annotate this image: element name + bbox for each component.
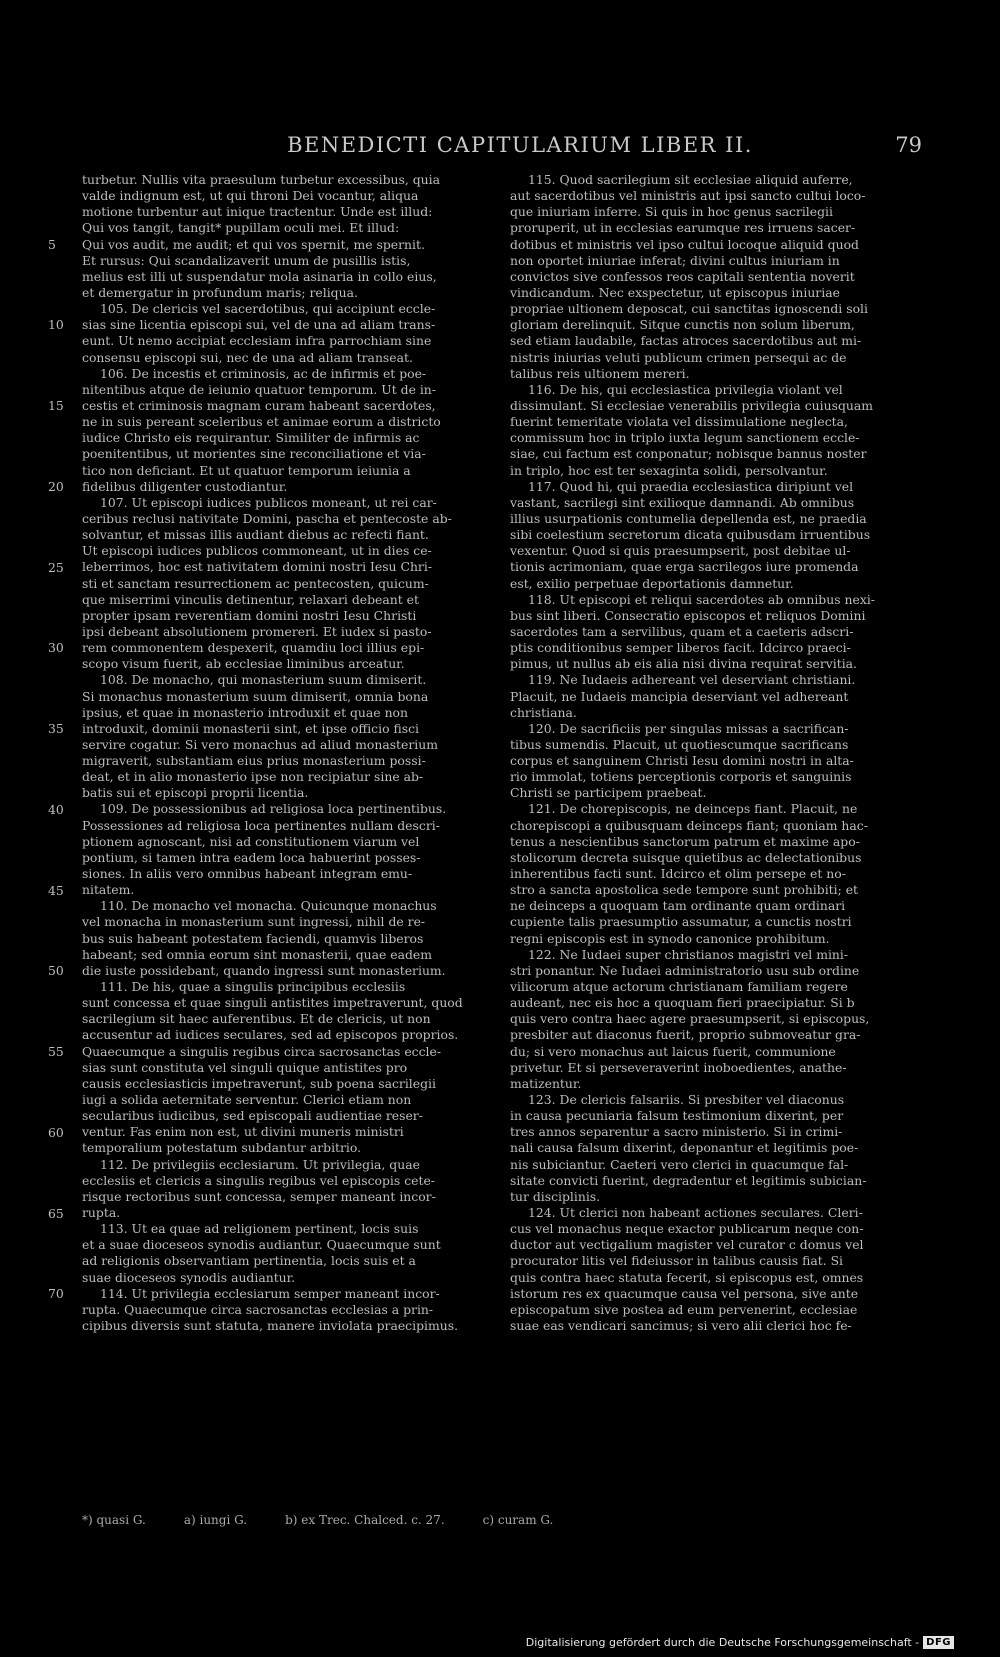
text-line: melius est illi ut suspendatur mola asinaria in collo eius, (82, 268, 437, 284)
text-line: illius usurpationis contumelia depellenda est, ne praedia (510, 510, 867, 526)
text-line: inherentibus facti sunt. Idcirco et olim persepe et no- (510, 866, 846, 882)
line-number: 60 (48, 1124, 64, 1140)
text-line: iudice Christo eis requirantur. Similiter de infirmis ac (82, 430, 420, 446)
text-line: tico non deficiant. Et ut quatuor temporum ieiunia a (82, 462, 411, 478)
text-line: accusentur ad iudices seculares, sed ad episcopos proprios. (82, 1027, 459, 1043)
text-line: Christi se participem praebeat. (510, 785, 707, 801)
text-line: nistris iniurias veluti publicum crimen persequi ac de (510, 349, 847, 365)
text-line: siae, cui factum est conponatur; nobisque bannus noster (510, 446, 867, 462)
text-line: stro a sancta apostolica sede tempore sunt prohibiti; et (510, 882, 859, 898)
text-line: 115. Quod sacrilegium sit ecclesiae aliquid auferre, (528, 172, 853, 187)
text-line: sias sine licentia episcopi sui, vel de una ad aliam trans- (82, 317, 436, 333)
page-header (80, 133, 922, 163)
line-number: 70 (48, 1286, 64, 1302)
text-line: propter ipsam reverentiam domini nostri Iesu Christi (82, 607, 417, 623)
text-line: Quaecumque a singulis regibus circa sacrosanctas eccle- (82, 1043, 442, 1059)
text-line: bus sint liberi. Consecratio episcopos et reliquos Domini (510, 607, 866, 623)
text-line: siones. In aliis vero omnibus habeant integram emu- (82, 866, 413, 882)
text-line: habeant; sed omnia eorum sint monasterii, quae eadem (82, 946, 433, 962)
line-number: 5 (48, 236, 56, 252)
text-line: convictos sive confessos reos capitali sententia noverit (510, 268, 855, 284)
text-line: Qui vos audit, me audit; et qui vos spernit, me spernit. (82, 236, 425, 252)
text-line: dotibus et ministris vel ipso cultui locoque aliquid quod (510, 236, 859, 252)
text-line: ne deinceps a quoquam tam ordinante quam ordinari (510, 898, 846, 914)
text-line: sunt concessa et quae singuli antistites impetraverunt, quod (82, 995, 463, 1011)
line-number: 50 (48, 963, 64, 979)
text-line: pontium, si tamen intra eadem loca habuerint posses- (82, 849, 421, 865)
text-line: du; si vero monachus aut laicus fuerit, communione (510, 1043, 836, 1059)
text-line: in causa pecuniaria falsum testimonium dixerint, per (510, 1108, 844, 1124)
text-line: introduxit, dominii monasterii sint, et ipse officio fisci (82, 720, 419, 736)
text-line: istorum res ex quacumque causa vel persona, sive ante (510, 1285, 859, 1301)
text-line: iugi a solida aeternitate serventur. Clerici etiam non (82, 1092, 412, 1108)
text-line: procurator litis vel fideiussor in talibus causis fiat. Si (510, 1253, 844, 1269)
text-line: rupta. Quaecumque circa sacrosanctas ecclesias a prin- (82, 1301, 434, 1317)
text-line: aut sacerdotibus vel ministris aut ipsi sancto cultui loco- (510, 188, 866, 204)
text-line: presbiter aut diaconus fuerit, proprio submoveatur gra- (510, 1027, 861, 1043)
footnote: b) ex Trec. Chalced. c. 27. (285, 1513, 445, 1527)
text-line: privetur. Et si perseveraverint inoboedientes, anathe- (510, 1059, 847, 1075)
text-line: 107. Ut episcopi iudices publicos moneant, ut rei car- (100, 494, 437, 510)
text-line: que miserrimi vinculis detinentur, relaxari debeant et (82, 591, 419, 607)
text-line: tibus sumendis. Placuit, ut quotiescumque sacrificans (510, 736, 849, 752)
text-line: Ut episcopi iudices publicos commoneant, ut in dies ce- (82, 543, 432, 559)
line-number: 25 (48, 559, 64, 575)
text-line: Et rursus: Qui scandalizaverit unum de pusillis istis, (82, 252, 411, 268)
text-line: ceribus reclusi nativitate Domini, pascha et pentecoste ab- (82, 510, 452, 526)
text-line: poenitentibus, ut morientes sine reconciliatione et via- (82, 446, 426, 462)
text-line: vilicorum atque actorum christianam familiam regere (510, 979, 848, 995)
text-line: 113. Ut ea quae ad religionem pertinent, locis suis (100, 1221, 419, 1237)
text-line: sitate convicti fuerint, degradentur et legitimis subician- (510, 1172, 867, 1188)
text-line: nitatem. (82, 882, 135, 898)
text-line: solvantur, et missas illis audiant diebus ac refecti fiant. (82, 527, 429, 543)
text-line: secularibus iudicibus, sed episcopali audientiae reser- (82, 1108, 423, 1124)
text-line: stolicorum decreta suisque quietibus ac delectationibus (510, 849, 862, 865)
text-line: cupiente talis praesumptio assumatur, a cunctis nostri (510, 914, 852, 930)
text-line: quis contra haec statuta fecerit, si episcopus est, omnes (510, 1269, 864, 1285)
text-line: ne in suis pereant sceleribus et animae eorum a districto (82, 414, 441, 430)
text-line: que iniuriam inferre. Si quis in hoc genus sacrilegii (510, 204, 833, 220)
line-number: 20 (48, 478, 64, 494)
text-line: sti et sanctam resurrectionem ac pentecosten, quicum- (82, 575, 429, 591)
text-line: tres annos separentur a sacro ministerio. Si in crimi- (510, 1124, 843, 1140)
right-column (510, 172, 903, 1334)
text-line: 124. Ut clerici non habeant actiones seculares. Cleri- (528, 1205, 863, 1220)
text-line: nitentibus atque de ieiunio quatuor temporum. Ut de in- (82, 381, 436, 397)
footnote: *) quasi G. (82, 1513, 146, 1527)
text-line: et a suae dioceseos synodis audiantur. Quaecumque sunt (82, 1237, 441, 1253)
text-line: non oportet iniuriae inferat; divini cultus iniuriam in (510, 252, 840, 268)
text-line: turbetur. Nullis vita praesulum turbetur excessibus, quia (82, 172, 441, 187)
line-number: 40 (48, 801, 64, 817)
footnote: a) iungi G. (183, 1513, 248, 1527)
text-line: 119. Ne Iudaeis adhereant vel deserviant christiani. (528, 672, 856, 688)
text-line: batis sui et episcopi proprii licentia. (82, 785, 309, 801)
text-line: 109. De possessionibus ad religiosa loca pertinentibus. (100, 801, 447, 817)
text-line: sibi coelestium secretorum dicata quibusdam irruentibus (510, 527, 871, 543)
text-line: cus vel monachus neque exactor publicarum neque con- (510, 1221, 864, 1237)
text-line: scopo visum fuerit, ab ecclesiae liminibus arceatur. (82, 656, 405, 672)
text-line: ptis conditionibus semper liberos facit. Idcirco praeci- (510, 640, 851, 656)
text-line: Si monachus monasterium suum dimiserit, omnia bona (82, 688, 429, 704)
text-line: 106. De incestis et criminosis, ac de infirmis et poe- (100, 365, 427, 381)
text-line: ipsi debeant absolutionem promereri. Et iudex si pasto- (82, 623, 432, 639)
text-line: et demergatur in profundum maris; reliqua. (82, 284, 358, 300)
running-title: BENEDICTI CAPITULARIUM LIBER II. (287, 133, 753, 157)
text-line: suae dioceseos synodis audiantur. (82, 1269, 296, 1285)
text-line: ipsius, et quae in monasterio introduxit et quae non (82, 704, 408, 720)
text-line: sacerdotes tam a servilibus, quam et a caeteris adscri- (510, 623, 854, 639)
digitization-text: Digitalisierung gefördert durch die Deutsche Forschungsgemeinschaft - (525, 1636, 920, 1649)
text-line: Possessiones ad religiosa loca pertinentes nullam descri- (82, 817, 440, 833)
text-line: 118. Ut episcopi et reliqui sacerdotes ab omnibus nexi- (528, 591, 875, 607)
text-line: consensu episcopi sui, nec de una ad aliam transeat. (82, 349, 413, 365)
footnotes (82, 1513, 902, 1527)
text-line: 112. De privilegiis ecclesiarum. Ut privilegia, quae (100, 1156, 420, 1172)
text-line: servire cogatur. Si vero monachus ad aliud monasterium (82, 736, 438, 752)
footnote: c) curam G. (482, 1513, 554, 1527)
text-line: fidelibus diligenter custodiantur. (82, 478, 288, 494)
text-line: 123. De clericis falsariis. Si presbiter vel diaconus (528, 1092, 845, 1108)
line-number: 30 (48, 640, 64, 656)
text-line: Qui vos tangit, tangit* pupillam oculi mei. Et illud: (82, 220, 400, 236)
text-line: sias sunt constituta vel singuli quique antistites pro (82, 1059, 408, 1075)
text-line: vastant, sacrilegi sint exilioque damnandi. Ab omnibus (510, 494, 855, 510)
text-line: pimus, ut nullus ab eis alia nisi divina requirat servitia. (510, 656, 857, 672)
text-line: regni episcopis est in synodo canonice prohibitum. (510, 930, 830, 946)
text-line: gloriam derelinquit. Sitque cunctis non solum liberum, (510, 317, 855, 333)
text-line: bus suis habeant potestatem faciendi, quamvis liberos (82, 930, 424, 946)
text-line: die iuste possidebant, quando ingressi sunt monasterium. (82, 962, 446, 978)
left-column (82, 172, 474, 1334)
line-number: 15 (48, 398, 64, 414)
text-line: cestis et criminosis magnam curam habeant sacerdotes, (82, 397, 436, 413)
text-line: stri ponantur. Ne Iudaei administratorio usu sub ordine (510, 962, 860, 978)
text-line: tenus a nescientibus sanctorum patrum et maxime apo- (510, 833, 860, 849)
text-line: in triplo, hoc est ter sexaginta solidi, persolvantur. (510, 462, 828, 478)
text-line: 116. De his, qui ecclesiastica privilegia violant vel (528, 381, 843, 397)
text-line: ad religionis observantiam pertinentia, locis suis et a (82, 1253, 416, 1269)
text-line: 120. De sacrificiis per singulas missas a sacrifican- (528, 720, 849, 736)
text-line: cipibus diversis sunt statuta, manere inviolata praecipimus. (82, 1317, 459, 1333)
text-line: ptionem agnoscant, nisi ad constitutionem viarum vel (82, 833, 420, 849)
line-number: 65 (48, 1205, 64, 1221)
text-line: corpus et sanguinem Christi Iesu domini nostri in alta- (510, 753, 854, 769)
text-line: 110. De monacho vel monacha. Quicunque monachus (100, 898, 437, 914)
text-line: quis vero contra haec agere praesumpserit, si episcopus, (510, 1011, 870, 1027)
text-line: 122. Ne Iudaei super christianos magistri vel mini- (528, 946, 849, 962)
dfg-logo: DFG (923, 1636, 954, 1649)
text-line: suae eas vendicari sancimus; si vero alii clerici hoc fe- (510, 1317, 852, 1333)
text-line: rupta. (82, 1205, 121, 1220)
line-number: 35 (48, 721, 64, 737)
text-line: ventur. Fas enim non est, ut divini muneris ministri (82, 1124, 404, 1140)
text-line: episcopatum sive postea ad eum pervenerint, ecclesiae (510, 1301, 858, 1317)
text-line: christiana. (510, 704, 577, 720)
text-line: vexentur. Quod si quis praesumpserit, post debitae ul- (510, 543, 851, 559)
line-number: 10 (48, 317, 64, 333)
text-line: 111. De his, quae a singulis principibus ecclesiis (100, 979, 406, 995)
text-line: est, exilio perpetuae deportationis damnetur. (510, 575, 794, 591)
text-line: ductor aut vectigalium magister vel curator c domus vel (510, 1237, 864, 1253)
text-line: causis ecclesiasticis impetraverunt, sub poena sacrilegii (82, 1075, 436, 1091)
text-line: matizentur. (510, 1075, 582, 1091)
text-line: vindicandum. Nec exspectetur, ut episcopus iniuriae (510, 284, 840, 300)
text-line: propriae ultionem deposcat, cui sanctitas ignoscendi soli (510, 301, 868, 317)
text-line: nali causa falsum dixerint, deponantur et legitimis poe- (510, 1140, 859, 1156)
text-line: leberrimos, hoc est nativitatem domini nostri Iesu Chri- (82, 559, 433, 575)
text-line: risque rectoribus sunt concessa, semper maneant incor- (82, 1188, 436, 1204)
text-line: commissum hoc in triplo iuxta legum sanctionem eccle- (510, 430, 860, 446)
line-number: 55 (48, 1044, 64, 1060)
text-line: nis subiciantur. Caeteri vero clerici in quacumque fal- (510, 1156, 849, 1172)
text-line: 121. De chorepiscopis, ne deinceps fiant. Placuit, ne (528, 801, 858, 817)
text-line: rem commonentem despexerit, quamdiu loci illius epi- (82, 640, 425, 656)
text-line: tionis acrimoniam, quae erga sacrilegos iure promenda (510, 559, 859, 575)
text-line: 117. Quod hi, qui praedia ecclesiastica diripiunt vel (528, 478, 854, 494)
text-line: vel monacha in monasterium sunt ingressi, nihil de re- (82, 914, 426, 930)
text-line: 105. De clericis vel sacerdotibus, qui accipiunt eccle- (100, 301, 436, 317)
text-line: sacrilegium sit haec auferentibus. Et de clericis, ut non (82, 1011, 431, 1027)
line-number: 45 (48, 882, 64, 898)
text-line: dissimulant. Si ecclesiae venerabilis privilegia cuiusquam (510, 397, 874, 413)
text-line: fuerint temeritate violata vel dissimulatione neglecta, (510, 414, 848, 430)
text-line: deat, et in alio monasterio ipse non recipiatur sine ab- (82, 769, 424, 785)
text-line: chorepiscopi a quibusquam deinceps fiant; quoniam hac- (510, 817, 868, 833)
digitization-notice (526, 1636, 954, 1649)
text-line: talibus reis ultionem mereri. (510, 365, 690, 381)
page-number: 79 (895, 133, 922, 157)
text-line: eunt. Ut nemo accipiat ecclesiam infra parrochiam sine (82, 333, 432, 349)
text-line: audeant, nec eis hoc a quoquam fieri praecipiatur. Si b (510, 995, 855, 1011)
text-line: tur disciplinis. (510, 1188, 601, 1204)
text-line: valde indignum est, ut qui throni Dei vocantur, aliqua (82, 188, 419, 204)
text-line: rio immolat, totiens perceptionis corporis et sanguinis (510, 769, 852, 785)
text-line: Placuit, ne Iudaeis mancipia deserviant vel adhereant (510, 688, 849, 704)
text-line: proruperit, ut in ecclesias earumque res irruens sacer- (510, 220, 856, 236)
text-line: migraverit, substantiam eius prius monasterium possi- (82, 753, 426, 769)
text-line: 114. Ut privilegia ecclesiarum semper maneant incor- (100, 1285, 440, 1301)
text-line: ecclesiis et clericis a singulis regibus vel episcopis cete- (82, 1172, 435, 1188)
text-line: temporalium potestatum subdantur arbitrio. (82, 1140, 362, 1156)
text-line: motione turbentur aut inique tractentur. Unde est illud: (82, 204, 433, 220)
text-line: 108. De monacho, qui monasterium suum dimiserit. (100, 672, 427, 688)
text-line: sed etiam laudabile, factas atroces sacerdotibus aut mi- (510, 333, 862, 349)
